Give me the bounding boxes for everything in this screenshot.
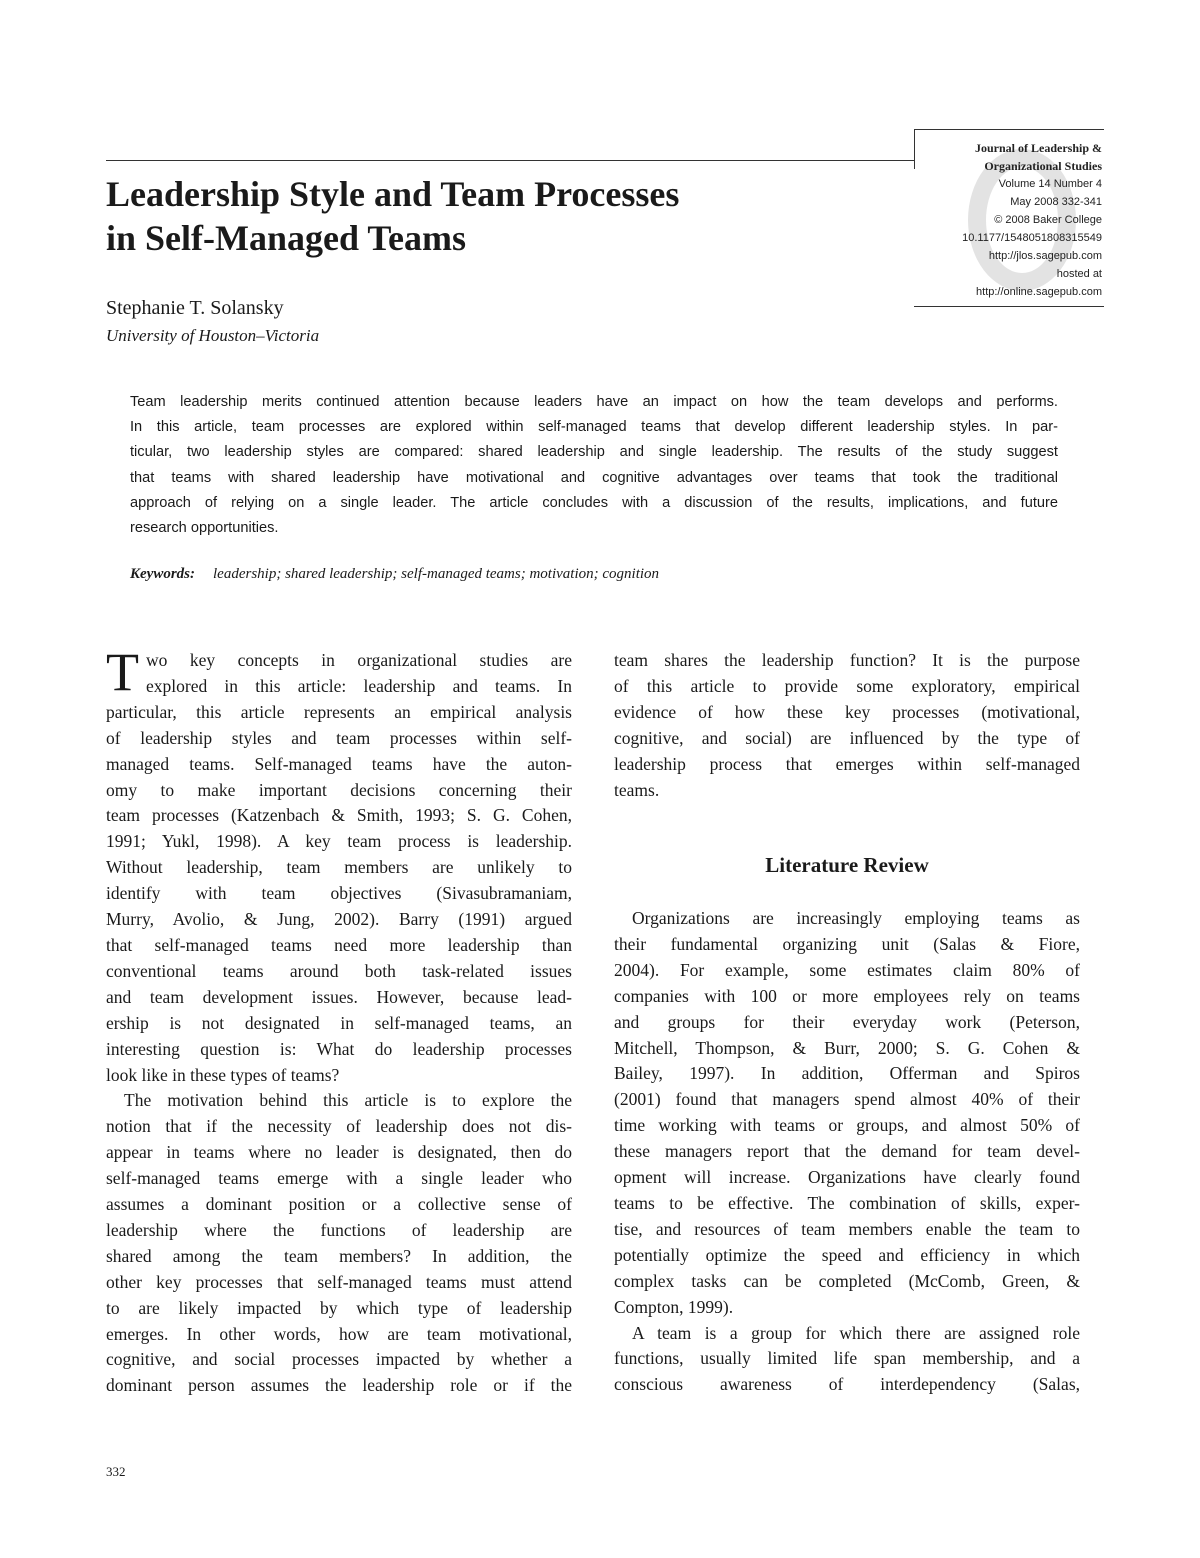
body-line: these managers report that the demand for team devel- (614, 1141, 1080, 1162)
journal-hosted-at: hosted at (1056, 268, 1102, 280)
body-line: particular, this article represents an empirical analysis (106, 701, 572, 722)
keywords-text: leadership; shared leadership; self-managed teams; motivation; cognition (213, 566, 660, 582)
body-line: appear in teams where no leader is designated, then do (106, 1142, 572, 1163)
body-line: Without leadership, team members are unlikely to (106, 857, 572, 878)
abstract-line: research opportunities. (130, 520, 279, 537)
body-line: Compton, 1999). (614, 1296, 734, 1317)
journal-doi[interactable]: 10.1177/1548051808315549 (962, 232, 1102, 244)
body-line: functions, usually limited life span membership, and a (614, 1348, 1080, 1369)
body-line: identify with team objectives (Sivasubramaniam, (106, 883, 572, 904)
journal-name-line1: Journal of Leadership & (974, 141, 1102, 155)
body-line: self-managed teams emerge with a single leader who (106, 1168, 572, 1189)
body-line: tise, and resources of team members enable the team to (614, 1218, 1080, 1239)
journal-box-left-rule (914, 129, 915, 169)
body-line: managed teams. Self-managed teams have the auton- (106, 753, 572, 774)
body-line: 2004). For example, some estimates claim 80% of (614, 959, 1080, 980)
journal-volume: Volume 14 Number 4 (998, 178, 1102, 190)
journal-info-box (914, 129, 1104, 307)
body-line: cognitive, and social processes impacted by whether a (106, 1349, 572, 1370)
body-line: Bailey, 1997). In addition, Offerman and Spiros (614, 1063, 1080, 1084)
body-line: time working with teams or groups, and almost 50% of (614, 1115, 1080, 1136)
body-column-left (106, 642, 572, 1399)
journal-copyright: © 2008 Baker College (994, 214, 1102, 226)
journal-box-top-rule (914, 129, 1104, 130)
body-line: team shares the leadership function? It is the purpose (614, 650, 1080, 670)
abstract-line: ticular, two leadership styles are compared: shared leadership and single leadership. The results of the study suggest (130, 444, 1058, 461)
title-line-2: in Self-Managed Teams (106, 218, 467, 258)
body-line: team processes (Katzenbach & Smith, 1993; S. G. Cohen, (106, 805, 572, 826)
body-line: potentially optimize the speed and efficiency in which (614, 1244, 1080, 1265)
body-line: A team is a group for which there are assigned role (632, 1322, 1080, 1343)
abstract-line: that teams with shared leadership have motivational and cognitive advantages over teams that took the traditional (130, 469, 1058, 486)
body-line: teams. (614, 779, 660, 800)
body-line: shared among the team members? In addition, the (106, 1245, 572, 1266)
body-line: Murry, Avolio, & Jung, 2002). Barry (1991) argued (106, 909, 572, 930)
body-line: companies with 100 or more employees rely on teams (614, 985, 1080, 1006)
body-line: and groups for their everyday work (Peterson, (614, 1011, 1080, 1032)
abstract-line: approach of relying on a single leader. The article concludes with a discussion of the results, implications, and future (130, 494, 1058, 511)
body-line: conventional teams around both task-related issues (106, 960, 572, 981)
body-line: wo key concepts in organizational studies are (146, 650, 572, 670)
author-name: Stephanie T. Solansky (106, 297, 284, 319)
body-column-right-top (614, 648, 1080, 803)
body-line: leadership where the functions of leadership are (106, 1219, 572, 1240)
body-line: cognitive, and social) are influenced by the type of (614, 727, 1080, 748)
body-line: omy to make important decisions concerning their (106, 779, 572, 800)
body-line: that self-managed teams need more leadership than (106, 934, 572, 955)
article-title (106, 172, 886, 260)
body-column-right-bottom (614, 906, 1080, 1398)
body-line: dominant person assumes the leadership role or if the (106, 1375, 572, 1396)
body-line: notion that if the necessity of leadership does not dis- (106, 1116, 572, 1137)
body-line: leadership process that emerges within self-managed (614, 753, 1080, 774)
keywords-label: Keywords: (130, 566, 195, 582)
body-line: conscious awareness of interdependency (Salas, (614, 1374, 1080, 1395)
body-line: The motivation behind this article is to explore the (124, 1090, 572, 1111)
abstract-line: Team leadership merits continued attention because leaders have an impact on how the team develops and performs. (130, 394, 1058, 410)
abstract-line: In this article, team processes are explored within self-managed teams that develop different leadership styles. In par- (130, 419, 1058, 436)
body-line: to are likely impacted by which type of leadership (106, 1297, 572, 1318)
journal-date-pages: May 2008 332-341 (1010, 196, 1102, 208)
body-line: opment will increase. Organizations have clearly found (614, 1167, 1080, 1188)
keywords (130, 562, 659, 586)
journal-info-text (916, 139, 1102, 301)
body-line: assumes a dominant position or a collective sense of (106, 1194, 572, 1215)
body-line: evidence of how these key processes (motivational, (614, 701, 1080, 722)
body-line: teams to be effective. The combination of skills, exper- (614, 1192, 1080, 1213)
author-affiliation: University of Houston–Victoria (106, 326, 320, 345)
body-line: ership is not designated in self-managed teams, an (106, 1012, 572, 1033)
body-line: interesting question is: What do leadership processes (106, 1038, 572, 1059)
body-line: emerges. In other words, how are team motivational, (106, 1323, 572, 1344)
body-line: of this article to provide some exploratory, empirical (614, 675, 1080, 696)
drop-cap: T (106, 642, 139, 702)
body-line: (2001) found that managers spend almost 40% of their (614, 1089, 1080, 1110)
journal-url[interactable]: http://jlos.sagepub.com (988, 250, 1102, 262)
abstract (130, 390, 1058, 541)
body-line: of leadership styles and team processes within self- (106, 727, 572, 748)
body-line: and team development issues. However, because lead- (106, 986, 572, 1007)
body-line: Mitchell, Thompson, & Burr, 2000; S. G. Cohen & (614, 1037, 1080, 1058)
journal-name-line2: Organizational Studies (984, 159, 1102, 173)
body-line: their fundamental organizing unit (Salas & Fiore, (614, 933, 1080, 954)
body-line: look like in these types of teams? (106, 1064, 340, 1085)
section-heading: Literature Review (765, 853, 929, 877)
body-line: Organizations are increasingly employing teams as (632, 908, 1080, 928)
page-number: 332 (106, 1464, 126, 1479)
body-line: explored in this article: leadership and teams. In (146, 675, 572, 696)
body-line: other key processes that self-managed teams must attend (106, 1271, 572, 1292)
journal-box-bottom-rule (914, 306, 1104, 307)
journal-hosted-url[interactable]: http://online.sagepub.com (976, 286, 1102, 298)
body-line: complex tasks can be completed (McComb, Green, & (614, 1270, 1080, 1291)
title-line-1: Leadership Style and Team Processes (106, 174, 680, 214)
body-line: 1991; Yukl, 1998). A key team process is leadership. (106, 831, 572, 852)
header-rule (106, 160, 914, 161)
